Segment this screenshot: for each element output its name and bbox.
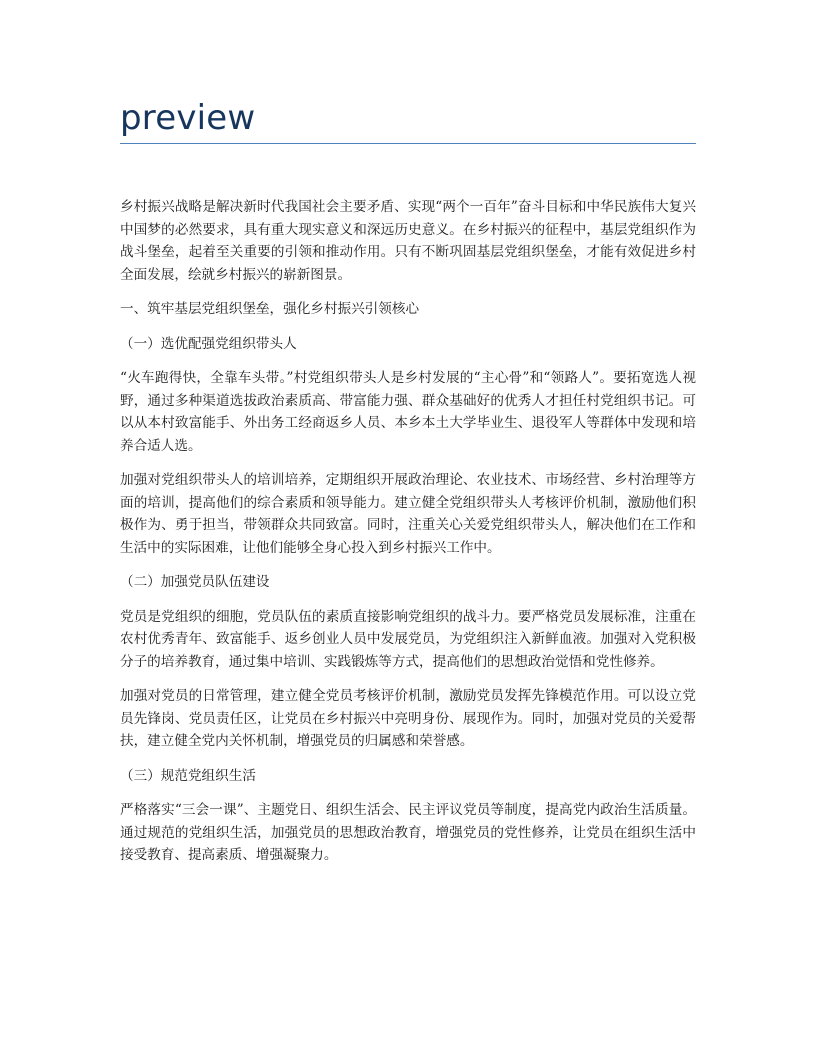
intro-paragraph: 乡村振兴战略是解决新时代我国社会主要矛盾、实现“两个一百年”奋斗目标和中华民族伟大复兴中国梦的必然要求，具有重大现实意义和深远历史意义。在乡村振兴的征程中，基层党组织作为战斗堡垒，起着至关重要的引领和推动作用。只有不断巩固基层党组织堡垒，才能有效促进乡村全面发展，绘就乡村振兴的崭新图景。 [120, 199, 696, 283]
section-heading-1: 一、筑牢基层党组织堡垒，强化乡村振兴引领核心 [120, 301, 420, 317]
subsection-heading-2: （二）加强党员队伍建设 [120, 574, 270, 590]
document-title: preview [120, 98, 256, 138]
body-paragraph: 严格落实“三会一课”、主题党日、组织生活会、民主评议党员等制度，提高党内政治生活质量。通过规范的党组织生活，加强党员的思想政治教育，增强党员的党性修养，让党员在组织生活中接受教育、提高素质、增强凝聚力。 [120, 802, 696, 863]
document-body [120, 196, 696, 879]
body-paragraph: 加强对党员的日常管理，建立健全党员考核评价机制，激励党员发挥先锋模范作用。可以设立党员先锋岗、党员责任区，让党员在乡村振兴中亮明身份、展现作为。同时，加强对党员的关爱帮扶，建立健全党内关怀机制，增强党员的归属感和荣誉感。 [120, 688, 696, 749]
body-paragraph: 党员是党组织的细胞，党员队伍的素质直接影响党组织的战斗力。要严格党员发展标准，注重在农村优秀青年、致富能手、返乡创业人员中发展党员，为党组织注入新鲜血液。加强对入党积极分子的培养教育，通过集中培训、实践锻炼等方式，提高他们的思想政治觉悟和党性修养。 [120, 608, 696, 670]
subsection-heading-1: （一）选优配强党组织带头人 [120, 335, 297, 352]
title-underline [120, 143, 696, 144]
body-paragraph: “火车跑得快，全靠车头带。”村党组织带头人是乡村发展的“主心骨”和“领路人”。要拓宽选人视野，通过多种渠道选拔政治素质高、带富能力强、群众基础好的优秀人才担任村党组织书记。可以从本村致富能手、外出务工经商返乡人员、本乡本土大学毕业生、退役军人等群体中发现和培养合适人选。 [120, 370, 696, 454]
subsection-heading-3: （三）规范党组织生活 [120, 767, 256, 784]
body-paragraph: 加强对党组织带头人的培训培养，定期组织开展政治理论、农业技术、市场经营、乡村治理等方面的培训，提高他们的综合素质和领导能力。建立健全党组织带头人考核评价机制，激励他们积极作为、勇于担当，带领群众共同致富。同时，注重关心关爱党组织带头人，解决他们在工作和生活中的实际困难，让他们能够全身心投入到乡村振兴工作中。 [120, 472, 696, 556]
